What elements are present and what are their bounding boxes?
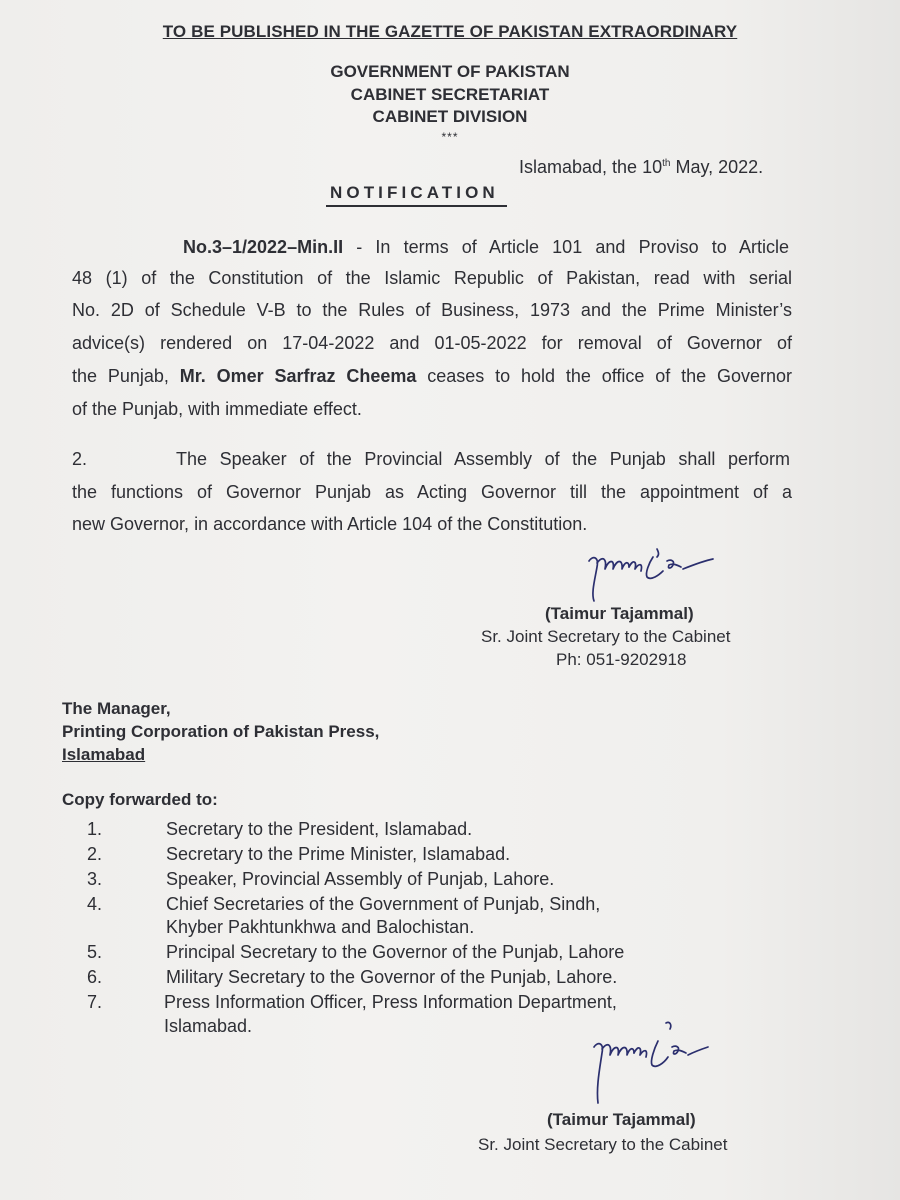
copy-item-number: 2. bbox=[87, 844, 103, 864]
para1-line1: No.3–1/2022–Min.II - In terms of Article 101 and Proviso to Article bbox=[183, 237, 789, 257]
copy-item-text: Speaker, Provincial Assembly of Punjab, Lahore. bbox=[166, 869, 555, 889]
signatory-name: (Taimur Tajammal) bbox=[545, 604, 694, 623]
para1-line4: advice(s) rendered on 17-04-2022 and 01-05-2022 for removal of Governor of bbox=[72, 333, 792, 353]
signature-mark bbox=[588, 1017, 728, 1107]
para2-line2: the functions of Governor Punjab as Acting Governor till the appointment of a bbox=[72, 482, 792, 502]
signatory-phone: Ph: 051-9202918 bbox=[556, 650, 687, 669]
copy-item-number: 5. bbox=[87, 942, 103, 962]
header-government: GOVERNMENT OF PAKISTAN bbox=[330, 62, 570, 81]
addressee-city: Islamabad bbox=[62, 745, 146, 764]
copy-item-number: 7. bbox=[87, 992, 103, 1012]
copy-item-text-continued: Khyber Pakhtunkhwa and Balochistan. bbox=[166, 917, 475, 937]
copy-item-text: Press Information Officer, Press Information Department, bbox=[164, 992, 617, 1012]
copy-item-text: Principal Secretary to the Governor of the Punjab, Lahore bbox=[166, 942, 625, 962]
copy-item-text: Chief Secretaries of the Government of Punjab, Sindh, bbox=[166, 894, 601, 914]
copy-item-number: 1. bbox=[87, 819, 103, 839]
notification-underline bbox=[326, 205, 507, 207]
signatory2-name: (Taimur Tajammal) bbox=[547, 1110, 696, 1129]
copy-item-text: Secretary to the Prime Minister, Islamabad. bbox=[166, 844, 511, 864]
copy-item-text-continued: Islamabad. bbox=[164, 1016, 253, 1036]
copy-item-number: 4. bbox=[87, 894, 103, 914]
header-separator: *** bbox=[441, 130, 459, 144]
para1-line2: 48 (1) of the Constitution of the Islamic Republic of Pakistan, read with serial bbox=[72, 268, 792, 288]
signature-mark bbox=[585, 545, 725, 605]
copy-item-number: 3. bbox=[87, 869, 103, 889]
notification-title: NOTIFICATION bbox=[330, 183, 499, 202]
place-date: Islamabad, the 10th May, 2022. bbox=[519, 157, 764, 177]
copy-item-text: Secretary to the President, Islamabad. bbox=[166, 819, 473, 839]
signatory-designation: Sr. Joint Secretary to the Cabinet bbox=[481, 627, 731, 646]
addressee-organization: Printing Corporation of Pakistan Press, bbox=[62, 722, 380, 741]
para2-line3: new Governor, in accordance with Article 104 of the Constitution. bbox=[72, 514, 588, 534]
gazette-heading: TO BE PUBLISHED IN THE GAZETTE OF PAKISTAN EXTRAORDINARY bbox=[162, 22, 738, 41]
para1-line5: the Punjab, Mr. Omer Sarfraz Cheema ceases to hold the office of the Governor bbox=[72, 366, 793, 386]
para1-line3: No. 2D of Schedule V-B to the Rules of Business, 1973 and the Prime Minister’s bbox=[72, 300, 792, 320]
copy-item-text: Military Secretary to the Governor of the Punjab, Lahore. bbox=[166, 967, 618, 987]
signatory2-designation: Sr. Joint Secretary to the Cabinet bbox=[478, 1135, 728, 1154]
para2-line1: The Speaker of the Provincial Assembly of the Punjab shall perform bbox=[176, 449, 790, 469]
para1-line6: of the Punjab, with immediate effect. bbox=[72, 399, 362, 419]
copy-heading: Copy forwarded to: bbox=[62, 790, 218, 809]
header-secretariat: CABINET SECRETARIAT bbox=[350, 85, 550, 104]
addressee-title: The Manager, bbox=[62, 699, 171, 718]
para2-number: 2. bbox=[72, 449, 88, 469]
copy-item-number: 6. bbox=[87, 967, 103, 987]
header-division: CABINET DIVISION bbox=[372, 107, 528, 126]
